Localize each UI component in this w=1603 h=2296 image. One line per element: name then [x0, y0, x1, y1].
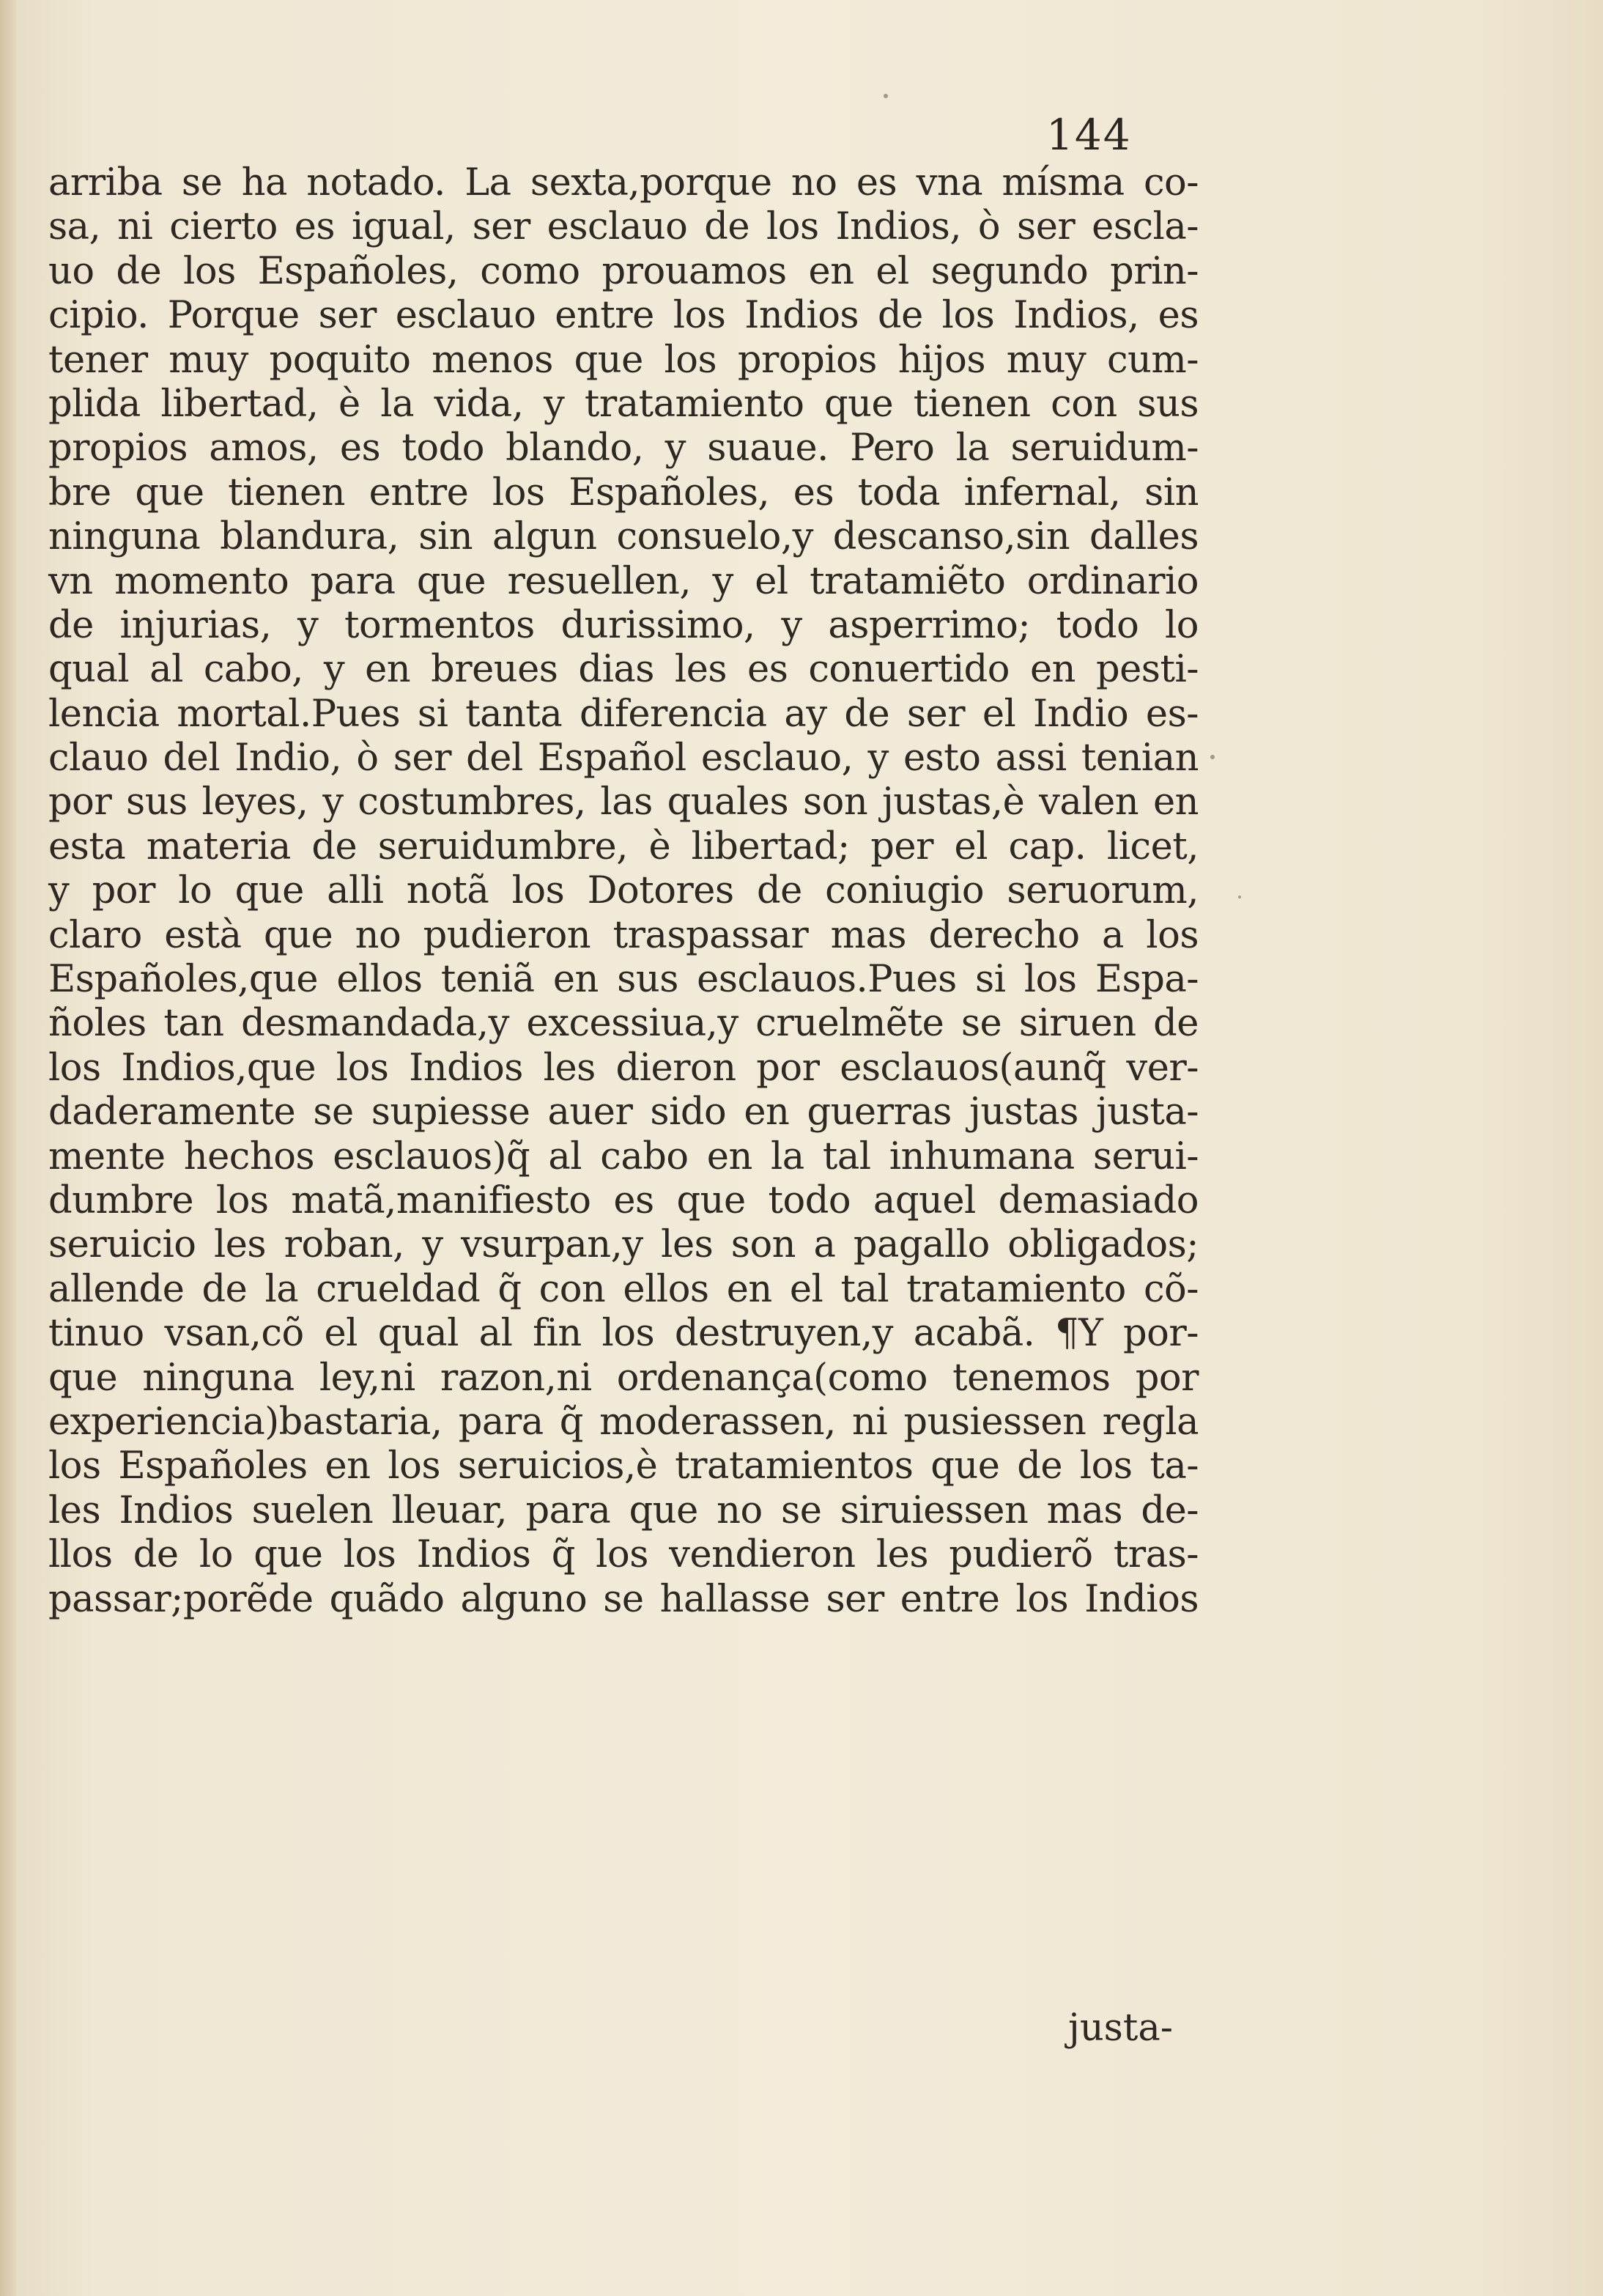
text-line: passar;porẽde quãdo alguno se hallasse ser entre los Indios — [48, 1577, 1199, 1621]
text-line: por sus leyes, y costumbres, las quales son justas,è valen en — [48, 780, 1199, 824]
text-line: dumbre los matã,manifiesto es que todo aquel demasiado — [48, 1178, 1199, 1222]
text-line: mente hechos esclauos)q̃ al cabo en la tal inhumana serui- — [48, 1134, 1199, 1178]
text-line: los Indios,que los Indios les dieron por esclauos(aunq̃ ver- — [48, 1046, 1199, 1090]
text-line: claro està que no pudieron traspassar mas derecho a los — [48, 913, 1199, 957]
text-line: ñoles tan desmandada,y excessiua,y cruelmẽte se siruen de — [48, 1002, 1199, 1046]
ink-speck — [1210, 755, 1215, 759]
text-line: lencia mortal.Pues si tanta diferencia ay de ser el Indio es- — [48, 692, 1199, 736]
text-line: tener muy poquito menos que los propios hijos muy cum- — [48, 338, 1199, 382]
ink-speck — [1238, 896, 1241, 898]
text-line: ninguna blandura, sin algun consuelo,y descanso,sin dalles — [48, 515, 1199, 559]
text-line: seruicio les roban, y vsurpan,y les son a pagallo obligados; — [48, 1223, 1199, 1267]
text-line: daderamente se supiesse auer sido en guerras justas justa- — [48, 1090, 1199, 1134]
text-line: cipio. Porque ser esclauo entre los Indios de los Indios, es — [48, 294, 1199, 338]
text-line: de injurias, y tormentos durissimo, y asperrimo; todo lo — [48, 603, 1199, 647]
text-line: y por lo que alli notã los Dotores de coniugio seruorum, — [48, 869, 1199, 913]
text-line: plida libertad, è la vida, y tratamiento que tienen con sus — [48, 382, 1199, 426]
page-number: 144 — [1046, 110, 1132, 160]
text-line: que ninguna ley,ni razon,ni ordenança(como tenemos por — [48, 1356, 1199, 1400]
text-line: qual al cabo, y en breues dias les es conuertido en pesti- — [48, 648, 1199, 692]
text-line: sa, ni cierto es igual, ser esclauo de los Indios, ò ser escla- — [48, 205, 1199, 249]
text-line: bre que tienen entre los Españoles, es toda infernal, sin — [48, 470, 1199, 514]
text-line: propios amos, es todo blando, y suaue. Pero la seruidum- — [48, 427, 1199, 470]
catchword: justa- — [1068, 2007, 1173, 2050]
text-line: experiencia)bastaria, para q̃ moderassen, ni pusiessen regla — [48, 1400, 1199, 1444]
ink-speck — [884, 94, 888, 98]
body-text — [48, 161, 1199, 1622]
text-line: uo de los Españoles, como prouamos en el segundo prin- — [48, 249, 1199, 293]
text-line: esta materia de seruidumbre, è libertad; per el cap. licet, — [48, 824, 1199, 868]
text-line: llos de lo que los Indios q̃ los vendieron les pudierõ tras- — [48, 1533, 1199, 1577]
text-line: les Indios suelen lleuar, para que no se siruiessen mas de- — [48, 1488, 1199, 1532]
text-line: clauo del Indio, ò ser del Español esclauo, y esto assi tenian — [48, 737, 1199, 780]
text-line: los Españoles en los seruicios,è tratamientos que de los ta- — [48, 1444, 1199, 1488]
text-line: tinuo vsan,cõ el qual al fin los destruyen,y acabã. ¶Y por- — [48, 1312, 1199, 1356]
text-line: vn momento para que resuellen, y el tratamiẽto ordinario — [48, 559, 1199, 603]
text-line: allende de la crueldad q̃ con ellos en el tal tratamiento cõ- — [48, 1267, 1199, 1311]
text-line: Españoles,que ellos teniã en sus esclauos.Pues si los Espa- — [48, 958, 1199, 1002]
text-line: arriba se ha notado. La sexta,porque no es vna mísma co- — [48, 161, 1199, 204]
